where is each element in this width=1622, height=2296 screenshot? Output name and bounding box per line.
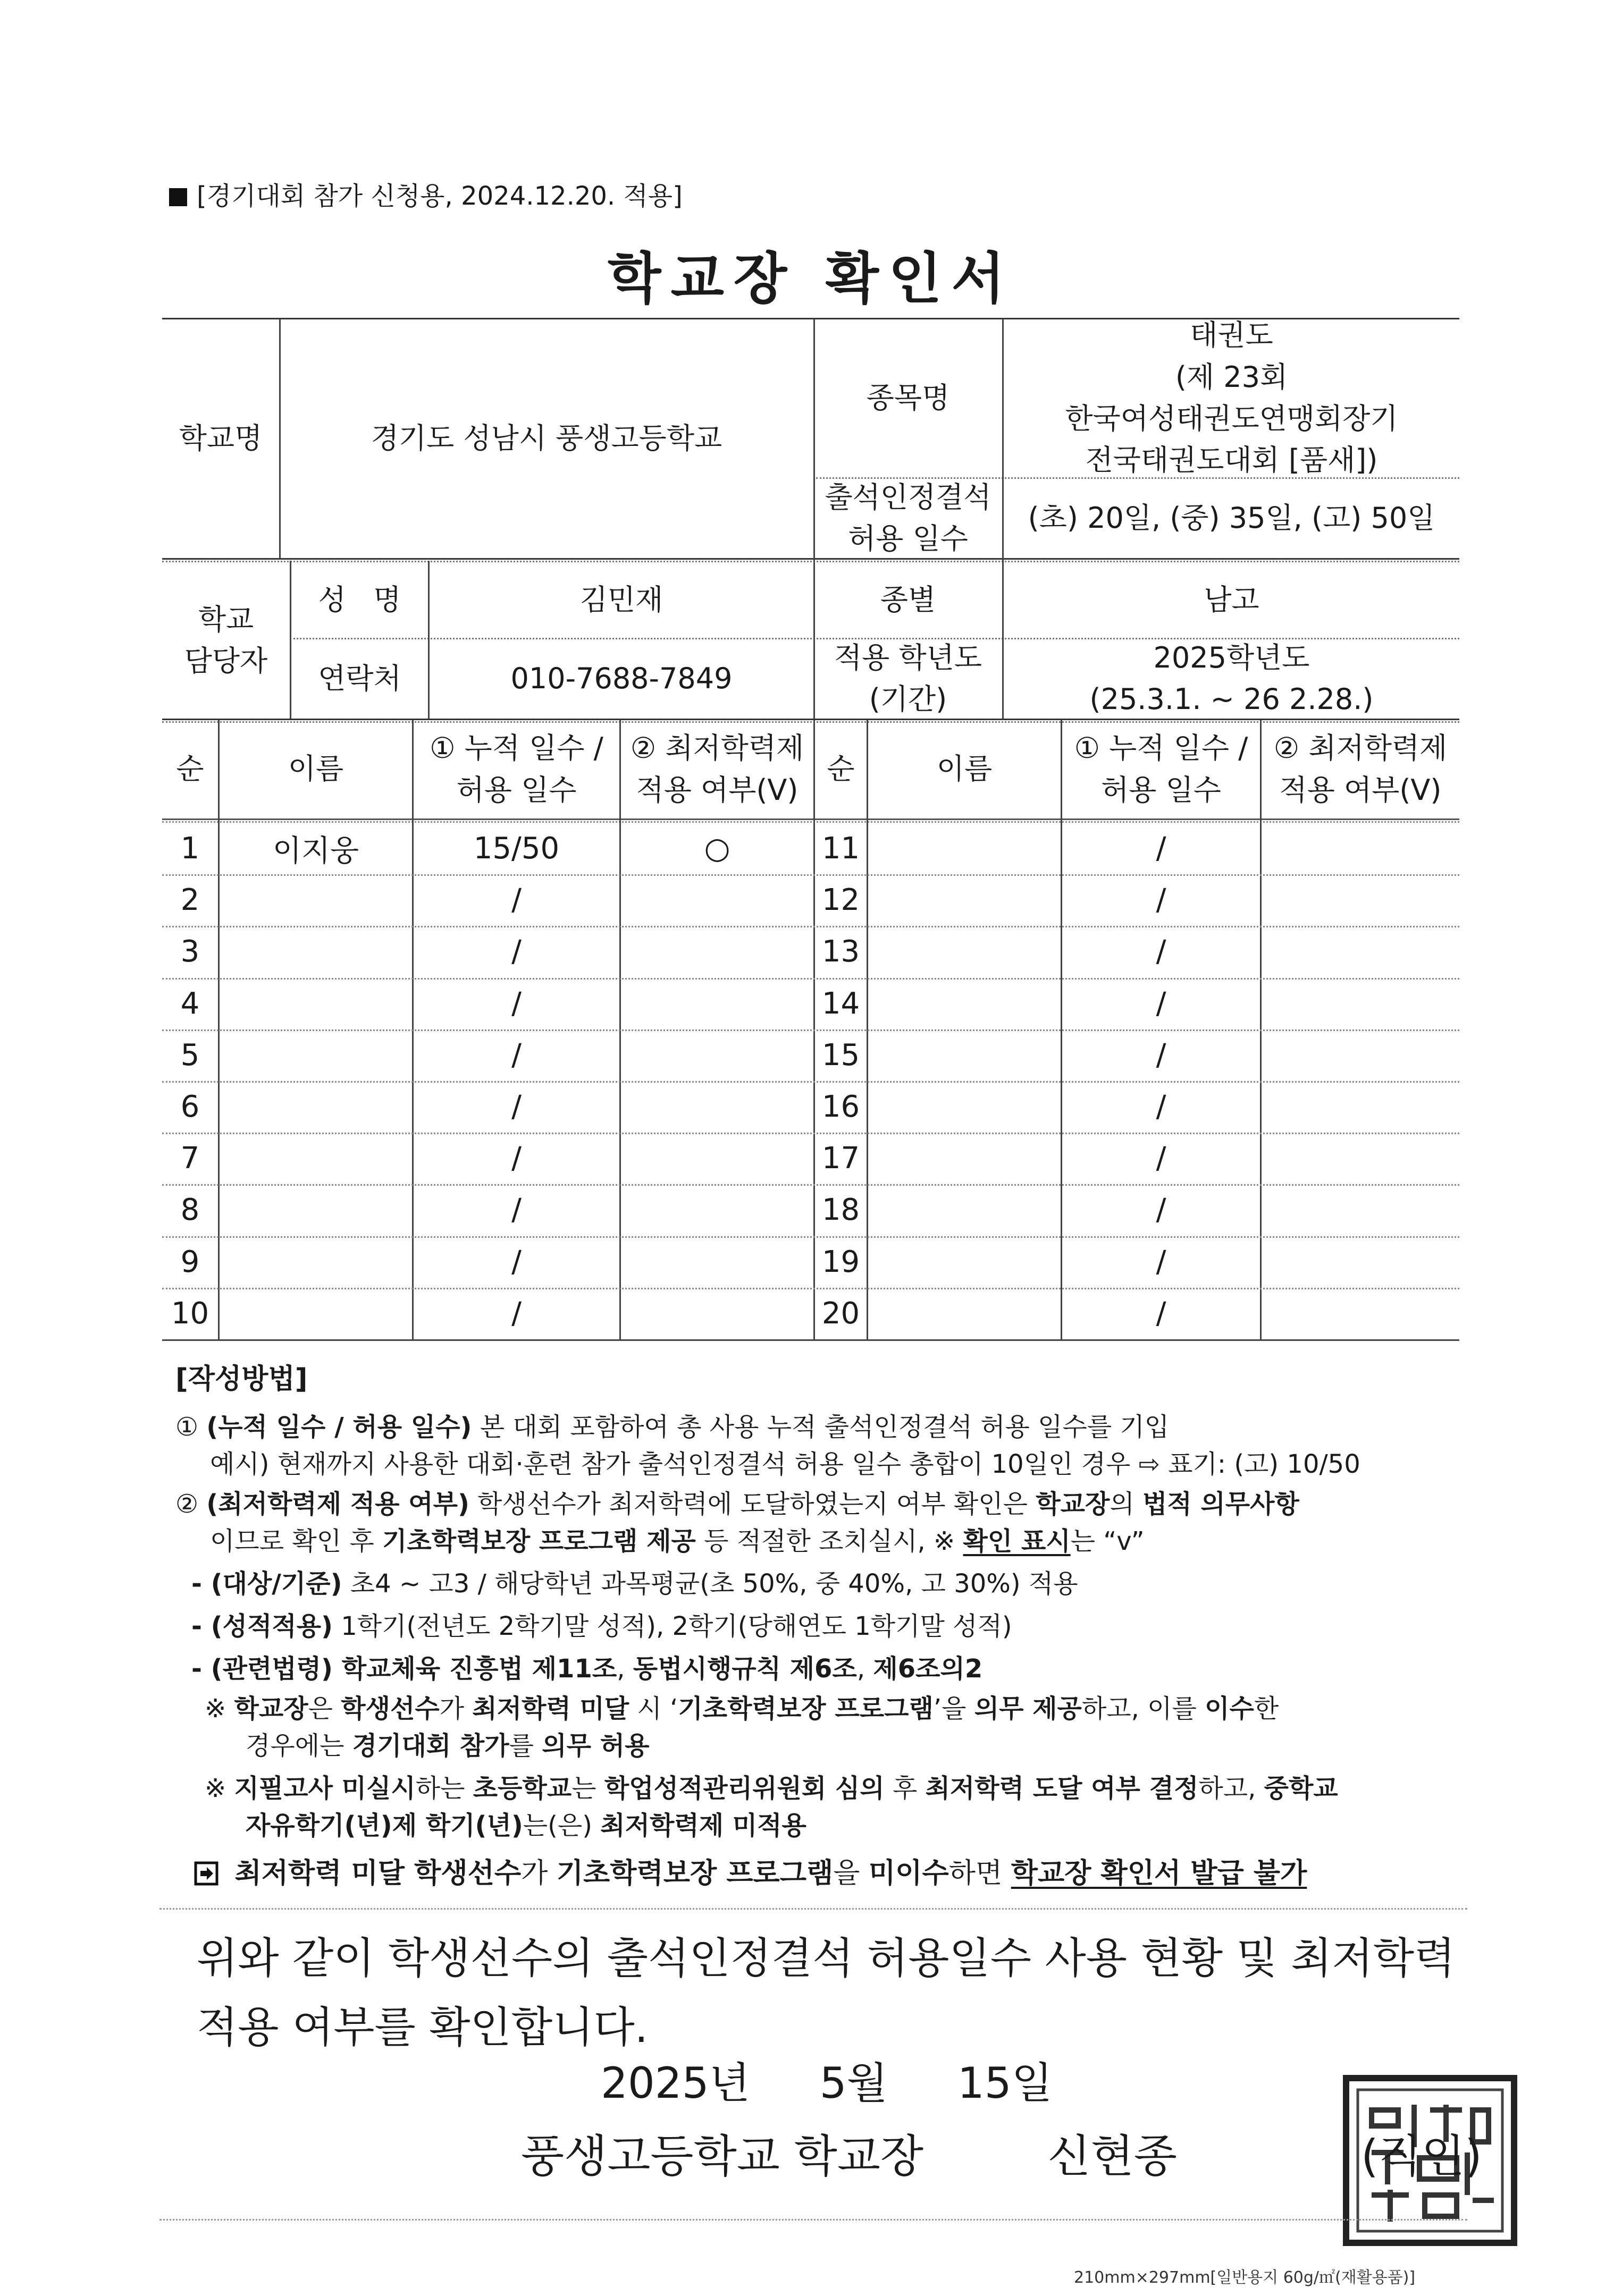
table-cell-min — [621, 1184, 813, 1236]
table-cell-min — [621, 978, 813, 1029]
table-cell-min — [1262, 1029, 1459, 1081]
table-cell-days: / — [1156, 1141, 1166, 1176]
method-note-1-line2: 경우에는 경기대회 참가를 의무 허용 — [246, 1731, 650, 1761]
table-cell-name — [868, 874, 1061, 926]
paper-spec-note: 210mm×297mm[일반용지 60g/㎡(재활용품)] — [1074, 2268, 1416, 2287]
table-cell-days: / — [511, 883, 522, 918]
method-item-1-example: 예시) 현재까지 사용한 대회·훈련 참가 출석인정결석 허용 일수 총합이 10일인 경우 ⇨ 표기: (고) 10/50 — [210, 1449, 1360, 1479]
absence-value: (초) 20일, (중) 35일, (고) 50일 — [1028, 501, 1435, 535]
table-cell-no: 15 — [821, 1037, 860, 1073]
phone-label: 연락처 — [318, 661, 401, 695]
table-cell-days: / — [1156, 934, 1166, 969]
table-cell-min — [621, 1029, 813, 1081]
table-cell-name — [220, 1184, 412, 1236]
name-label: 성 명 — [318, 583, 401, 617]
method-sub-1: - (대상/기준) 초4 ~ 고3 / 해당학년 과목평균(초 50%, 중 40%, 고 30%) 적용 — [191, 1569, 1078, 1599]
header-min-right: ② 최저학력제 적용 여부(V) — [1273, 731, 1448, 807]
method-item-2: ② (최저학력제 적용 여부) 학생선수가 최저학력에 도달하였는지 여부 확인은 학교장의 법적 의무사항 — [175, 1489, 1299, 1519]
seal-label: (직인) — [1361, 2130, 1482, 2182]
table-cell-min — [1262, 1236, 1459, 1288]
table-cell-name — [868, 978, 1061, 1029]
method-sub-2: - (성적적용) 1학기(전년도 2학기말 성적), 2학기(당해연도 1학기말 성적) — [191, 1611, 1012, 1641]
header-name-right: 이름 — [936, 752, 993, 786]
table-cell-days: / — [1156, 1090, 1166, 1125]
table-cell-no: 9 — [180, 1244, 200, 1279]
table-cell-min — [621, 1081, 813, 1133]
header-no-right: 순 — [827, 752, 855, 786]
header-name-left: 이름 — [288, 752, 344, 786]
table-cell-name — [220, 1029, 412, 1081]
table-cell-days: / — [1156, 1244, 1166, 1279]
table-cell-min — [1262, 926, 1459, 977]
table-cell-name: 이지웅 — [272, 833, 359, 868]
table-cell-name — [220, 1081, 412, 1133]
name-value: 김민재 — [579, 583, 663, 617]
table-cell-min — [621, 1133, 813, 1184]
table-cell-days: 15/50 — [473, 831, 560, 866]
table-cell-no: 8 — [180, 1193, 200, 1228]
absence-label: 출석인정결석 허용 일수 — [825, 480, 991, 555]
table-cell-min — [1262, 1288, 1459, 1339]
table-cell-min — [1262, 874, 1459, 926]
table-cell-name — [220, 874, 412, 926]
header-no-left: 순 — [176, 752, 204, 786]
table-cell-no: 20 — [821, 1296, 860, 1331]
table-cell-days: / — [511, 934, 522, 969]
table-cell-days: / — [511, 986, 522, 1021]
table-cell-min — [1262, 1133, 1459, 1184]
table-cell-no: 4 — [180, 986, 200, 1021]
method-warning: 최저학력 미달 학생선수가 기초학력보장 프로그램을 미이수하면 학교장 확인서 발급 불가 — [194, 1855, 1307, 1892]
table-cell-name — [868, 1029, 1061, 1081]
table-cell-no: 17 — [821, 1141, 860, 1176]
table-cell-min — [621, 1288, 813, 1339]
header-days-left: ① 누적 일수 / 허용 일수 — [430, 731, 603, 807]
table-cell-name — [220, 926, 412, 977]
confirmation-text: 위와 같이 학생선수의 출석인정결석 허용일수 사용 현황 및 최저학력 적용 여부를 확인합니다. — [197, 1934, 1456, 2052]
method-note-1: ※ 학교장은 학생선수가 최저학력 미달 시 ‘기초학력보장 프로그램’을 의무 제공하고, 이를 이수한 — [205, 1694, 1279, 1724]
table-cell-no: 3 — [180, 934, 200, 969]
table-cell-days: / — [1156, 883, 1166, 918]
table-cell-no: 11 — [821, 831, 860, 866]
table-cell-name — [868, 926, 1061, 977]
table-cell-name — [220, 1288, 412, 1339]
table-cell-no: 5 — [180, 1037, 200, 1073]
header-days-right: ① 누적 일수 / 허용 일수 — [1074, 731, 1248, 807]
table-cell-days: / — [1156, 1193, 1166, 1228]
table-cell-days: / — [511, 1037, 522, 1073]
table-cell-name — [868, 1236, 1061, 1288]
table-cell-days: / — [511, 1296, 522, 1331]
table-cell-name — [868, 1184, 1061, 1236]
header-min-left: ② 최저학력제 적용 여부(V) — [630, 731, 804, 807]
year-label: 적용 학년도 (기간) — [834, 640, 982, 716]
table-cell-min — [1262, 978, 1459, 1029]
form-usage-note: [경기대회 참가 신청용, 2024.12.20. 적용] — [169, 175, 683, 212]
gender-value: 남고 — [1204, 583, 1259, 617]
method-heading: [작성방법] — [175, 1363, 308, 1395]
table-cell-no: 12 — [821, 883, 860, 918]
arrow-box-icon — [194, 1861, 218, 1886]
event-value: 태권도 (제 23회 한국여성태권도연맹회장기 전국태권도대회 [품새]) — [1065, 318, 1398, 477]
table-cell-no: 16 — [821, 1090, 860, 1125]
method-sub-3: - (관련법령) 학교체육 진흥법 제11조, 동법시행규칙 제6조, 제6조의2 — [191, 1654, 983, 1684]
event-label: 종목명 — [866, 381, 950, 415]
table-cell-days: / — [1156, 986, 1166, 1021]
table-cell-days: / — [1156, 1037, 1166, 1073]
year-value: 2025학년도 (25.3.1. ~ 26 2.28.) — [1089, 640, 1374, 716]
table-cell-days: / — [511, 1090, 522, 1125]
school-label: 학교명 — [179, 421, 263, 455]
method-item-2-line2: 이므로 확인 후 기초학력보장 프로그램 제공 등 적절한 조치실시, ※ 확인 표시는 “v” — [210, 1526, 1145, 1556]
table-cell-no: 6 — [180, 1090, 200, 1125]
table-cell-no: 19 — [821, 1244, 860, 1279]
table-cell-min — [621, 874, 813, 926]
table-cell-min — [621, 926, 813, 977]
method-note-2-line2: 자유학기(년)제 학기(년)는(은) 최저학력제 미적용 — [246, 1811, 806, 1841]
table-cell-min — [1262, 1081, 1459, 1133]
method-note-2: ※ 지필고사 미실시하는 초등학교는 학업성적관리위원회 심의 후 최저학력 도달 여부 결정하고, 중학교 — [205, 1774, 1338, 1803]
table-cell-name — [220, 1236, 412, 1288]
issue-date: 2025년 5월 15일 — [601, 2058, 1053, 2108]
school-value: 경기도 성남시 풍생고등학교 — [371, 421, 722, 455]
table-cell-no: 1 — [180, 831, 200, 866]
table-cell-min — [621, 1236, 813, 1288]
table-cell-name — [868, 823, 1061, 874]
table-cell-days: / — [1156, 1296, 1166, 1331]
table-cell-name — [868, 1081, 1061, 1133]
square-bullet-icon — [169, 188, 187, 206]
table-cell-no: 13 — [821, 934, 860, 969]
contact-group-label: 학교 담당자 — [184, 602, 268, 678]
table-cell-days: / — [1156, 831, 1166, 866]
method-item-1: ① (누적 일수 / 허용 일수) 본 대회 포함하여 총 사용 누적 출석인정결석 허용 일수를 기입 — [175, 1412, 1170, 1442]
table-cell-no: 14 — [821, 986, 860, 1021]
phone-value: 010-7688-7849 — [510, 661, 733, 695]
table-cell-min — [1262, 823, 1459, 874]
table-cell-no: 10 — [171, 1296, 209, 1331]
table-cell-min — [1262, 1184, 1459, 1236]
signature-line: 풍생고등학교 학교장 신현종 — [521, 2130, 1177, 2182]
table-cell-days: / — [511, 1193, 522, 1228]
page-title: 학교장 확인서 — [608, 246, 1014, 311]
table-cell-name — [220, 1133, 412, 1184]
table-cell-days: / — [511, 1244, 522, 1279]
table-cell-no: 7 — [180, 1141, 200, 1176]
table-cell-name — [220, 978, 412, 1029]
table-cell-days: / — [511, 1141, 522, 1176]
table-cell-name — [868, 1288, 1061, 1339]
table-cell-min: ○ — [704, 831, 730, 866]
gender-label: 종별 — [880, 583, 936, 617]
table-cell-name — [868, 1133, 1061, 1184]
table-cell-no: 2 — [180, 883, 200, 918]
table-cell-no: 18 — [821, 1193, 860, 1228]
